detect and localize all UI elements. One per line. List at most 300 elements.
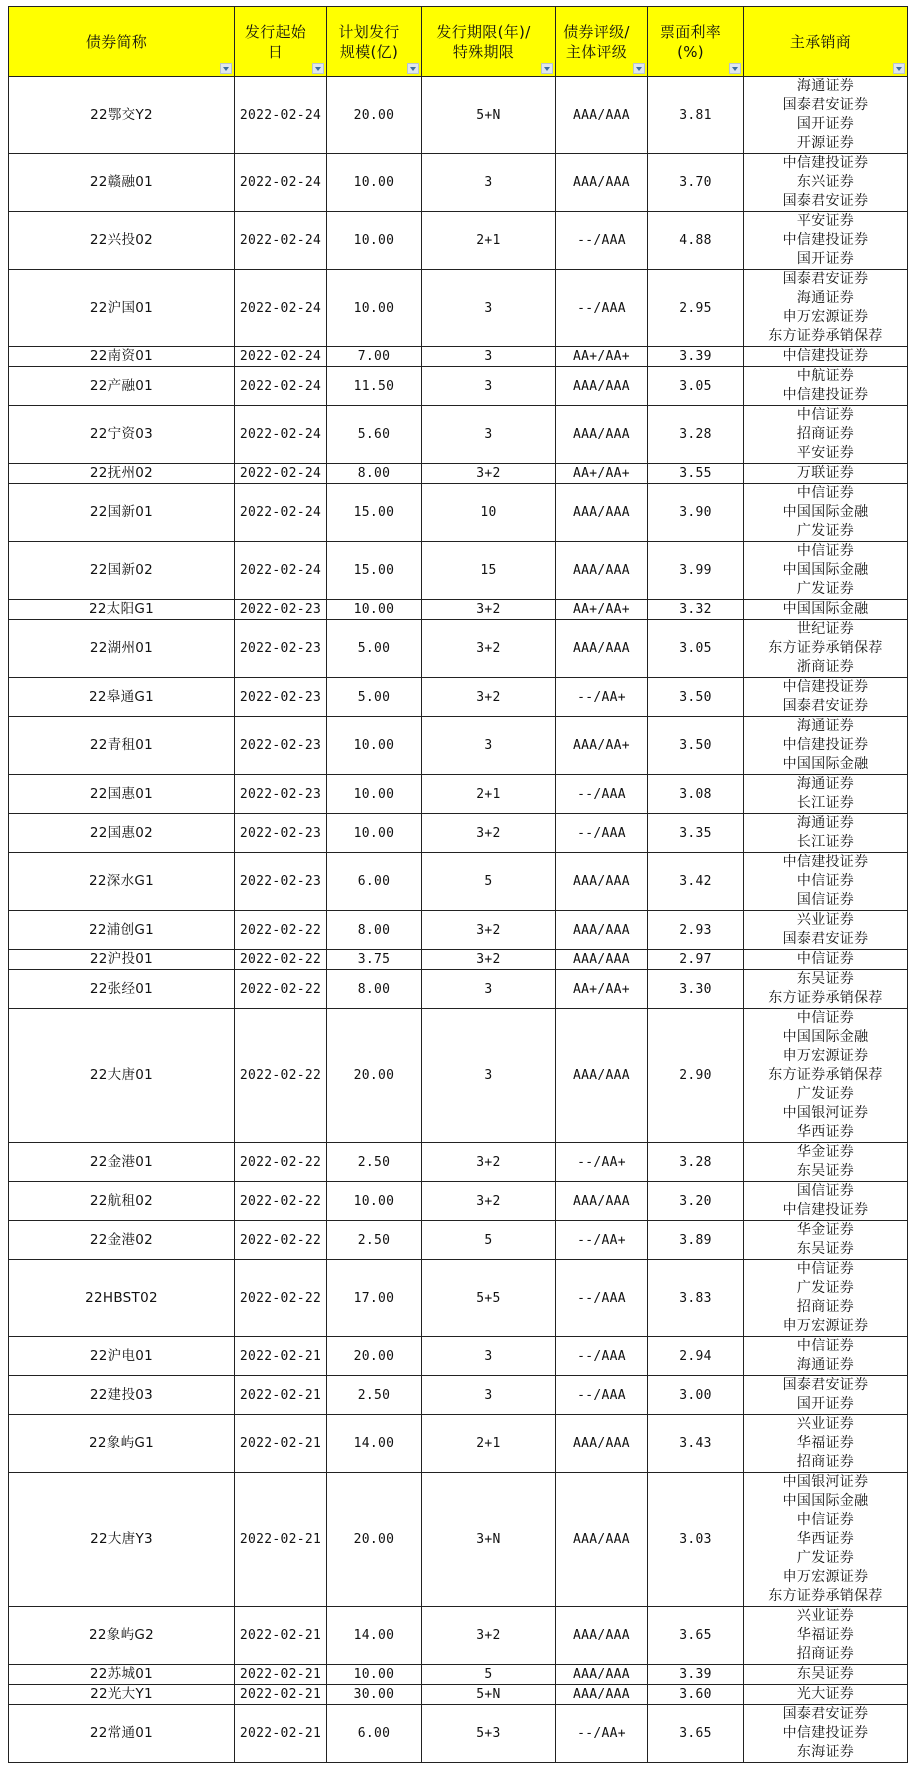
cell-issue-size[interactable]: 11.50	[327, 367, 422, 406]
cell-issue-date[interactable]: 2022-02-22	[235, 911, 327, 950]
cell-issue-date[interactable]: 2022-02-22	[235, 1009, 327, 1143]
cell-lead-underwriters[interactable]	[744, 1665, 908, 1685]
cell-bond-name[interactable]: 22太阳G1	[9, 600, 235, 620]
cell-lead-underwriters[interactable]	[744, 1473, 908, 1607]
cell-coupon-rate[interactable]: 2.95	[648, 270, 744, 347]
cell-bond-name[interactable]: 22张经01	[9, 970, 235, 1009]
cell-bond-name[interactable]: 22赣融01	[9, 154, 235, 212]
cell-coupon-rate[interactable]: 2.93	[648, 911, 744, 950]
cell-term[interactable]: 3	[422, 270, 556, 347]
cell-lead-underwriters[interactable]	[744, 1221, 908, 1260]
cell-term[interactable]: 3	[422, 1009, 556, 1143]
cell-issue-size[interactable]: 6.00	[327, 853, 422, 911]
cell-issue-size[interactable]: 10.00	[327, 1665, 422, 1685]
cell-bond-name[interactable]: 22金港01	[9, 1143, 235, 1182]
cell-rating[interactable]: AAA/AAA	[556, 950, 648, 970]
cell-rating[interactable]: AAA/AAA	[556, 1607, 648, 1665]
underwriter-name: 广发证券	[796, 581, 855, 597]
cell-coupon-rate[interactable]: 3.35	[648, 814, 744, 853]
cell-bond-name[interactable]: 22鄂交Y2	[9, 77, 235, 154]
cell-coupon-rate[interactable]: 3.65	[648, 1705, 744, 1763]
cell-issue-size[interactable]: 10.00	[327, 775, 422, 814]
cell-term[interactable]: 5	[422, 1665, 556, 1685]
underwriter-name: 华西证券	[796, 1124, 855, 1140]
header-label: 债券评级/ 主体评级	[563, 22, 630, 61]
cell-issue-date[interactable]: 2022-02-21	[235, 1665, 327, 1685]
cell-issue-size[interactable]: 20.00	[327, 1473, 422, 1607]
underwriter-name: 广发证券	[796, 1550, 855, 1566]
underwriter-name: 招商证券	[796, 426, 855, 442]
cell-term[interactable]: 3+2	[422, 950, 556, 970]
cell-coupon-rate[interactable]: 3.05	[648, 367, 744, 406]
cell-issue-size[interactable]: 2.50	[327, 1376, 422, 1415]
cell-rating[interactable]: AAA/AAA	[556, 154, 648, 212]
cell-issue-date[interactable]: 2022-02-23	[235, 814, 327, 853]
cell-issue-size[interactable]: 10.00	[327, 600, 422, 620]
cell-lead-underwriters[interactable]	[744, 154, 908, 212]
cell-rating[interactable]: --/AAA	[556, 270, 648, 347]
cell-issue-date[interactable]: 2022-02-22	[235, 1260, 327, 1337]
underwriter-name: 中信建投证券	[782, 854, 869, 870]
cell-coupon-rate[interactable]: 3.30	[648, 970, 744, 1009]
cell-coupon-rate[interactable]: 4.88	[648, 212, 744, 270]
cell-issue-size[interactable]: 5.60	[327, 406, 422, 464]
underwriter-name: 申万宏源证券	[782, 1318, 869, 1334]
cell-lead-underwriters[interactable]	[744, 270, 908, 347]
cell-term[interactable]: 3+2	[422, 911, 556, 950]
cell-coupon-rate[interactable]: 3.39	[648, 1665, 744, 1685]
cell-term[interactable]: 3	[422, 1337, 556, 1376]
cell-bond-name[interactable]: 22大唐01	[9, 1009, 235, 1143]
cell-bond-name[interactable]: 22象屿G1	[9, 1415, 235, 1473]
cell-lead-underwriters[interactable]	[744, 950, 908, 970]
cell-term[interactable]: 3	[422, 154, 556, 212]
underwriter-name: 中国银河证券	[782, 1474, 869, 1490]
filter-dropdown-icon[interactable]	[893, 63, 905, 74]
cell-coupon-rate[interactable]: 3.50	[648, 678, 744, 717]
cell-bond-name[interactable]: 22国惠01	[9, 775, 235, 814]
cell-coupon-rate[interactable]: 2.90	[648, 1009, 744, 1143]
cell-bond-name[interactable]: 22金港02	[9, 1221, 235, 1260]
table-row	[9, 484, 908, 542]
cell-issue-size[interactable]: 20.00	[327, 1337, 422, 1376]
cell-bond-name[interactable]: 22沪投01	[9, 950, 235, 970]
header-row	[9, 7, 908, 77]
cell-bond-name[interactable]: 22浦创G1	[9, 911, 235, 950]
cell-issue-date[interactable]: 2022-02-21	[235, 1607, 327, 1665]
cell-rating[interactable]: AA+/AA+	[556, 464, 648, 484]
cell-bond-name[interactable]: 22国新01	[9, 484, 235, 542]
cell-issue-size[interactable]: 30.00	[327, 1685, 422, 1705]
cell-bond-name[interactable]: 22宁资03	[9, 406, 235, 464]
cell-issue-size[interactable]: 3.75	[327, 950, 422, 970]
cell-bond-name[interactable]: 22湖州01	[9, 620, 235, 678]
cell-lead-underwriters[interactable]	[744, 911, 908, 950]
cell-rating[interactable]: --/AAA	[556, 814, 648, 853]
cell-rating[interactable]: --/AA+	[556, 1143, 648, 1182]
cell-coupon-rate[interactable]: 3.65	[648, 1607, 744, 1665]
filter-dropdown-icon[interactable]	[312, 63, 324, 74]
cell-issue-size[interactable]: 10.00	[327, 1182, 422, 1221]
cell-bond-name[interactable]: 22象屿G2	[9, 1607, 235, 1665]
cell-term[interactable]: 3+2	[422, 1182, 556, 1221]
cell-issue-date[interactable]: 2022-02-21	[235, 1705, 327, 1763]
cell-rating[interactable]: --/AAA	[556, 212, 648, 270]
table-row	[9, 678, 908, 717]
cell-lead-underwriters[interactable]	[744, 1376, 908, 1415]
cell-issue-size[interactable]: 7.00	[327, 347, 422, 367]
cell-coupon-rate[interactable]: 3.90	[648, 484, 744, 542]
cell-issue-date[interactable]: 2022-02-23	[235, 853, 327, 911]
cell-coupon-rate[interactable]: 3.99	[648, 542, 744, 600]
cell-rating[interactable]: AAA/AAA	[556, 853, 648, 911]
cell-bond-name[interactable]: 22苏城01	[9, 1665, 235, 1685]
cell-issue-size[interactable]: 14.00	[327, 1607, 422, 1665]
cell-bond-name[interactable]: 22青租01	[9, 717, 235, 775]
cell-rating[interactable]: --/AAA	[556, 775, 648, 814]
cell-issue-date[interactable]: 2022-02-21	[235, 1685, 327, 1705]
underwriter-name: 兴业证券	[796, 1608, 855, 1624]
cell-bond-name[interactable]: 22产融01	[9, 367, 235, 406]
cell-coupon-rate[interactable]: 3.89	[648, 1221, 744, 1260]
cell-rating[interactable]: AAA/AAA	[556, 367, 648, 406]
table-row	[9, 717, 908, 775]
cell-issue-size[interactable]: 5.00	[327, 620, 422, 678]
cell-issue-date[interactable]: 2022-02-23	[235, 717, 327, 775]
cell-rating[interactable]: AAA/AAA	[556, 1415, 648, 1473]
header-label: 主承销商	[789, 32, 852, 51]
cell-issue-size[interactable]: 10.00	[327, 154, 422, 212]
cell-lead-underwriters[interactable]	[744, 1415, 908, 1473]
underwriter-name: 招商证券	[796, 1454, 855, 1470]
cell-lead-underwriters[interactable]	[744, 1607, 908, 1665]
cell-lead-underwriters[interactable]	[744, 367, 908, 406]
cell-lead-underwriters[interactable]	[744, 484, 908, 542]
cell-issue-date[interactable]: 2022-02-24	[235, 367, 327, 406]
cell-issue-date[interactable]: 2022-02-21	[235, 1473, 327, 1607]
cell-coupon-rate[interactable]: 3.05	[648, 620, 744, 678]
table-row	[9, 464, 908, 484]
table-row	[9, 347, 908, 367]
cell-coupon-rate[interactable]: 3.20	[648, 1182, 744, 1221]
table-row	[9, 1705, 908, 1763]
cell-issue-date[interactable]: 2022-02-23	[235, 678, 327, 717]
cell-rating[interactable]: AA+/AA+	[556, 970, 648, 1009]
cell-term[interactable]: 3	[422, 1376, 556, 1415]
cell-coupon-rate[interactable]: 3.60	[648, 1685, 744, 1705]
cell-issue-size[interactable]: 17.00	[327, 1260, 422, 1337]
cell-coupon-rate[interactable]: 2.94	[648, 1337, 744, 1376]
cell-term[interactable]: 5	[422, 853, 556, 911]
table-row	[9, 542, 908, 600]
cell-lead-underwriters[interactable]	[744, 77, 908, 154]
cell-coupon-rate[interactable]: 2.97	[648, 950, 744, 970]
cell-term[interactable]: 5+3	[422, 1705, 556, 1763]
underwriter-name: 中国国际金融	[782, 756, 869, 772]
underwriter-name: 兴业证券	[796, 1416, 855, 1432]
cell-bond-name[interactable]: 22常通01	[9, 1705, 235, 1763]
cell-lead-underwriters[interactable]	[744, 1685, 908, 1705]
cell-issue-size[interactable]: 5.00	[327, 678, 422, 717]
cell-issue-size[interactable]: 8.00	[327, 911, 422, 950]
cell-issue-date[interactable]: 2022-02-22	[235, 1182, 327, 1221]
cell-coupon-rate[interactable]: 3.43	[648, 1415, 744, 1473]
cell-coupon-rate[interactable]: 3.00	[648, 1376, 744, 1415]
cell-issue-date[interactable]: 2022-02-24	[235, 347, 327, 367]
cell-term[interactable]: 3	[422, 970, 556, 1009]
cell-issue-size[interactable]: 10.00	[327, 212, 422, 270]
cell-lead-underwriters[interactable]	[744, 1143, 908, 1182]
underwriter-name: 国泰君安证券	[782, 1706, 869, 1722]
cell-term[interactable]: 2+1	[422, 212, 556, 270]
cell-rating[interactable]: --/AAA	[556, 1337, 648, 1376]
cell-term[interactable]: 3+2	[422, 600, 556, 620]
cell-lead-underwriters[interactable]	[744, 1337, 908, 1376]
cell-coupon-rate[interactable]: 3.32	[648, 600, 744, 620]
table-row	[9, 950, 908, 970]
underwriter-name: 招商证券	[796, 1299, 855, 1315]
cell-lead-underwriters[interactable]	[744, 212, 908, 270]
cell-issue-size[interactable]: 15.00	[327, 484, 422, 542]
cell-bond-name[interactable]: 22航租02	[9, 1182, 235, 1221]
underwriter-name: 海通证券	[796, 718, 855, 734]
cell-rating[interactable]: AAA/AAA	[556, 1009, 648, 1143]
cell-term[interactable]: 3	[422, 347, 556, 367]
cell-issue-size[interactable]: 8.00	[327, 970, 422, 1009]
cell-rating[interactable]: AAA/AAA	[556, 484, 648, 542]
cell-issue-size[interactable]: 20.00	[327, 1009, 422, 1143]
cell-issue-size[interactable]: 10.00	[327, 717, 422, 775]
cell-bond-name[interactable]: 22深水G1	[9, 853, 235, 911]
cell-issue-size[interactable]: 2.50	[327, 1143, 422, 1182]
underwriter-name: 中信证券	[796, 1010, 855, 1026]
cell-term[interactable]: 3	[422, 717, 556, 775]
table-row	[9, 1665, 908, 1685]
cell-term[interactable]: 5+N	[422, 77, 556, 154]
cell-issue-date[interactable]: 2022-02-24	[235, 212, 327, 270]
cell-bond-name[interactable]: 22建投03	[9, 1376, 235, 1415]
cell-term[interactable]: 3	[422, 367, 556, 406]
cell-coupon-rate[interactable]: 3.70	[648, 154, 744, 212]
cell-bond-name[interactable]: 22皋通G1	[9, 678, 235, 717]
cell-term[interactable]: 5+5	[422, 1260, 556, 1337]
cell-term[interactable]: 3+2	[422, 678, 556, 717]
cell-issue-size[interactable]: 6.00	[327, 1705, 422, 1763]
cell-issue-date[interactable]: 2022-02-21	[235, 1415, 327, 1473]
table-row	[9, 620, 908, 678]
underwriter-name: 中国国际金融	[782, 504, 869, 520]
cell-bond-name[interactable]: 22大唐Y3	[9, 1473, 235, 1607]
cell-rating[interactable]: AA+/AA+	[556, 600, 648, 620]
underwriter-name: 华西证券	[796, 1531, 855, 1547]
underwriter-name: 平安证券	[796, 213, 855, 229]
cell-bond-name[interactable]: 22HBST02	[9, 1260, 235, 1337]
cell-issue-date[interactable]: 2022-02-24	[235, 542, 327, 600]
cell-rating[interactable]: --/AAA	[556, 1260, 648, 1337]
cell-term[interactable]: 3+2	[422, 620, 556, 678]
cell-issue-date[interactable]: 2022-02-23	[235, 775, 327, 814]
filter-dropdown-icon[interactable]	[407, 63, 419, 74]
table-row	[9, 406, 908, 464]
cell-term[interactable]: 3+N	[422, 1473, 556, 1607]
table-row	[9, 853, 908, 911]
cell-issue-date[interactable]: 2022-02-21	[235, 1376, 327, 1415]
cell-bond-name[interactable]: 22沪电01	[9, 1337, 235, 1376]
cell-issue-date[interactable]: 2022-02-23	[235, 600, 327, 620]
header-lead-underwriters	[744, 7, 908, 77]
cell-lead-underwriters[interactable]	[744, 347, 908, 367]
underwriter-name: 东方证券承销保荐	[768, 328, 883, 344]
header-label: 计划发行 规模(亿)	[338, 22, 400, 61]
cell-coupon-rate[interactable]: 3.42	[648, 853, 744, 911]
cell-term[interactable]: 3+2	[422, 1607, 556, 1665]
cell-lead-underwriters[interactable]	[744, 542, 908, 600]
cell-rating[interactable]: --/AA+	[556, 1705, 648, 1763]
cell-coupon-rate[interactable]: 3.50	[648, 717, 744, 775]
cell-coupon-rate[interactable]: 3.28	[648, 406, 744, 464]
cell-lead-underwriters[interactable]	[744, 1705, 908, 1763]
table-row	[9, 1415, 908, 1473]
cell-lead-underwriters[interactable]	[744, 464, 908, 484]
cell-issue-size[interactable]: 2.50	[327, 1221, 422, 1260]
cell-issue-date[interactable]: 2022-02-21	[235, 1337, 327, 1376]
underwriter-name: 申万宏源证券	[782, 1569, 869, 1585]
cell-coupon-rate[interactable]: 3.08	[648, 775, 744, 814]
cell-coupon-rate[interactable]: 3.83	[648, 1260, 744, 1337]
cell-lead-underwriters[interactable]	[744, 970, 908, 1009]
cell-issue-date[interactable]: 2022-02-24	[235, 154, 327, 212]
cell-issue-date[interactable]: 2022-02-24	[235, 406, 327, 464]
cell-coupon-rate[interactable]: 3.03	[648, 1473, 744, 1607]
underwriter-name: 中信建投证券	[782, 155, 869, 171]
cell-term[interactable]: 10	[422, 484, 556, 542]
cell-coupon-rate[interactable]: 3.55	[648, 464, 744, 484]
cell-issue-date[interactable]: 2022-02-23	[235, 620, 327, 678]
cell-issue-date[interactable]: 2022-02-22	[235, 1221, 327, 1260]
cell-lead-underwriters[interactable]	[744, 600, 908, 620]
cell-coupon-rate[interactable]: 3.39	[648, 347, 744, 367]
cell-rating[interactable]: AAA/AAA	[556, 1473, 648, 1607]
cell-coupon-rate[interactable]: 3.81	[648, 77, 744, 154]
cell-issue-date[interactable]: 2022-02-22	[235, 970, 327, 1009]
underwriter-name: 中信建投证券	[782, 1202, 869, 1218]
cell-rating[interactable]: --/AAA	[556, 1376, 648, 1415]
header-label: 发行起始日	[244, 22, 307, 61]
header-label: 发行期限(年)/ 特殊期限	[436, 22, 531, 61]
cell-lead-underwriters[interactable]	[744, 406, 908, 464]
cell-bond-name[interactable]: 22光大Y1	[9, 1685, 235, 1705]
cell-lead-underwriters[interactable]	[744, 717, 908, 775]
cell-term[interactable]: 3+2	[422, 814, 556, 853]
cell-rating[interactable]: AAA/AAA	[556, 406, 648, 464]
cell-term[interactable]: 3+2	[422, 1143, 556, 1182]
filter-dropdown-icon[interactable]	[729, 63, 741, 74]
cell-term[interactable]: 3+2	[422, 464, 556, 484]
cell-term[interactable]: 5	[422, 1221, 556, 1260]
header-term	[422, 7, 556, 77]
cell-issue-date[interactable]: 2022-02-22	[235, 950, 327, 970]
cell-term[interactable]: 2+1	[422, 775, 556, 814]
cell-bond-name[interactable]: 22国新02	[9, 542, 235, 600]
underwriter-name: 兴业证券	[796, 912, 855, 928]
filter-dropdown-icon[interactable]	[633, 63, 645, 74]
cell-bond-name[interactable]: 22抚州02	[9, 464, 235, 484]
cell-lead-underwriters[interactable]	[744, 678, 908, 717]
table-row	[9, 1143, 908, 1182]
header-coupon-rate	[648, 7, 744, 77]
underwriter-name: 申万宏源证券	[782, 309, 869, 325]
cell-bond-name[interactable]: 22沪国01	[9, 270, 235, 347]
cell-rating[interactable]: --/AA+	[556, 678, 648, 717]
cell-rating[interactable]: AAA/AAA	[556, 542, 648, 600]
table-row	[9, 775, 908, 814]
cell-rating[interactable]: AAA/AA+	[556, 717, 648, 775]
table-row	[9, 1685, 908, 1705]
underwriter-name: 中信证券	[796, 485, 855, 501]
cell-issue-date[interactable]: 2022-02-24	[235, 270, 327, 347]
underwriter-name: 浙商证券	[796, 659, 855, 675]
cell-issue-date[interactable]: 2022-02-24	[235, 464, 327, 484]
cell-term[interactable]: 2+1	[422, 1415, 556, 1473]
cell-issue-date[interactable]: 2022-02-24	[235, 77, 327, 154]
underwriter-name: 中航证券	[796, 368, 855, 384]
cell-rating[interactable]: AA+/AA+	[556, 347, 648, 367]
cell-lead-underwriters[interactable]	[744, 853, 908, 911]
cell-lead-underwriters[interactable]	[744, 1009, 908, 1143]
cell-rating[interactable]: AAA/AAA	[556, 77, 648, 154]
cell-issue-size[interactable]: 10.00	[327, 814, 422, 853]
filter-dropdown-icon[interactable]	[220, 63, 232, 74]
underwriter-name: 长江证券	[796, 834, 855, 850]
underwriter-name: 平安证券	[796, 445, 855, 461]
table-row	[9, 1221, 908, 1260]
cell-term[interactable]: 3	[422, 406, 556, 464]
underwriter-name: 东兴证券	[796, 174, 855, 190]
cell-lead-underwriters[interactable]	[744, 775, 908, 814]
cell-issue-size[interactable]: 20.00	[327, 77, 422, 154]
cell-issue-size[interactable]: 10.00	[327, 270, 422, 347]
underwriter-name: 中信证券	[796, 1512, 855, 1528]
cell-lead-underwriters[interactable]	[744, 620, 908, 678]
cell-rating[interactable]: AAA/AAA	[556, 1665, 648, 1685]
cell-issue-date[interactable]: 2022-02-24	[235, 484, 327, 542]
cell-rating[interactable]: AAA/AAA	[556, 911, 648, 950]
cell-rating[interactable]: --/AA+	[556, 1221, 648, 1260]
cell-issue-date[interactable]: 2022-02-22	[235, 1143, 327, 1182]
cell-issue-size[interactable]: 14.00	[327, 1415, 422, 1473]
cell-rating[interactable]: AAA/AAA	[556, 620, 648, 678]
cell-lead-underwriters[interactable]	[744, 814, 908, 853]
filter-dropdown-icon[interactable]	[541, 63, 553, 74]
cell-issue-size[interactable]: 8.00	[327, 464, 422, 484]
cell-rating[interactable]: AAA/AAA	[556, 1685, 648, 1705]
cell-term[interactable]: 15	[422, 542, 556, 600]
cell-lead-underwriters[interactable]	[744, 1260, 908, 1337]
underwriter-name: 东海证券	[796, 1744, 855, 1760]
cell-coupon-rate[interactable]: 3.28	[648, 1143, 744, 1182]
header-label: 票面利率 (%)	[659, 22, 722, 61]
cell-issue-size[interactable]: 15.00	[327, 542, 422, 600]
cell-bond-name[interactable]: 22南资01	[9, 347, 235, 367]
table-row	[9, 154, 908, 212]
cell-term[interactable]: 5+N	[422, 1685, 556, 1705]
cell-lead-underwriters[interactable]	[744, 1182, 908, 1221]
cell-bond-name[interactable]: 22兴投02	[9, 212, 235, 270]
cell-rating[interactable]: AAA/AAA	[556, 1182, 648, 1221]
underwriter-name: 国开证券	[796, 116, 855, 132]
cell-bond-name[interactable]: 22国惠02	[9, 814, 235, 853]
header-rating	[556, 7, 648, 77]
